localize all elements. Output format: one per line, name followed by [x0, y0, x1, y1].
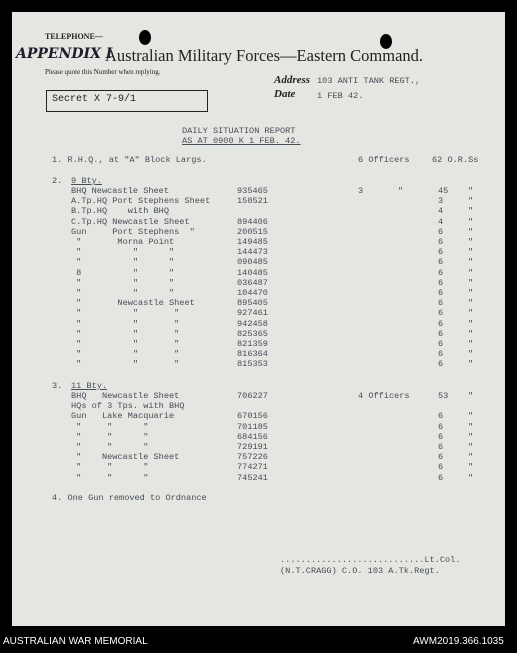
row-location: " Morna Point	[71, 237, 175, 247]
row-strength: 4	[438, 206, 444, 217]
section-1-ors: 62 O.R.Ss	[432, 155, 479, 165]
row-unit-ditto: "	[468, 359, 474, 370]
row-unit-ditto: "	[468, 431, 474, 442]
row-location: " " "	[71, 462, 149, 473]
address-value: 103 ANTI TANK REGT.,	[317, 76, 421, 86]
row-map-reference: 144473	[237, 247, 268, 258]
row-map-reference: 684156	[237, 431, 268, 442]
row-strength: 6	[438, 472, 444, 483]
section-2-heading: 9 Bty.	[71, 176, 102, 186]
row-strength: 45	[438, 186, 449, 196]
address-label: Address	[274, 74, 311, 86]
row-location: " Newcastle Sheet	[71, 298, 195, 309]
row-strength: 6	[438, 308, 444, 319]
row-map-reference: 894406	[237, 216, 268, 227]
row-map-reference: 140485	[237, 267, 268, 278]
row-officers: 4 Officers	[358, 391, 410, 401]
organisation-heading: Australian Military Forces—Eastern Command.	[105, 46, 424, 65]
section-2-number: 2.	[52, 176, 63, 186]
signature-line: ............................Lt.Col.	[280, 555, 461, 565]
row-map-reference: 090485	[237, 257, 268, 268]
row-strength: 6	[438, 462, 444, 473]
row-location: " " "	[71, 247, 175, 258]
row-map-reference: 825365	[237, 328, 268, 339]
row-map-reference: 158521	[237, 196, 268, 207]
row-unit-ditto: "	[468, 186, 474, 196]
row-unit-ditto: "	[468, 226, 474, 237]
row-strength: 6	[438, 247, 444, 258]
row-location: BHQ Newcastle Sheet	[71, 186, 169, 196]
row-map-reference: 942458	[237, 318, 268, 329]
row-strength: 6	[438, 349, 444, 360]
row-strength: 6	[438, 339, 444, 349]
row-location: " " "	[71, 288, 175, 298]
section-3-heading: 11 Bty.	[71, 381, 108, 391]
row-map-reference: 745241	[237, 472, 268, 483]
row-officers: 3	[358, 186, 364, 196]
row-location: B.Tp.HQ with BHQ	[71, 206, 169, 217]
row-location: " " "	[71, 277, 175, 288]
punch-hole	[139, 30, 151, 45]
row-map-reference: 757226	[237, 452, 268, 463]
row-unit-ditto: "	[468, 411, 474, 422]
row-map-reference: 935465	[237, 186, 268, 196]
report-title: DAILY SITUATION REPORT	[182, 126, 296, 136]
section-1-text: 1. R.H.Q., at "A" Block Largs.	[52, 155, 207, 165]
row-strength: 6	[438, 288, 444, 298]
section-3-number: 3.	[52, 381, 63, 391]
row-unit-ditto: "	[468, 391, 474, 401]
row-map-reference: 149485	[237, 237, 268, 247]
row-unit-ditto: "	[468, 288, 474, 298]
row-unit-ditto: "	[468, 421, 474, 432]
row-unit-ditto: "	[468, 349, 474, 360]
appendix-handwritten: APPENDIX I	[16, 46, 113, 62]
row-map-reference: 104470	[237, 288, 268, 298]
row-unit-ditto: "	[468, 442, 474, 452]
row-map-reference: 815353	[237, 359, 268, 370]
row-unit-ditto: "	[468, 237, 474, 247]
row-strength: 53	[438, 391, 449, 401]
row-location: " " "	[71, 442, 149, 452]
row-map-reference: 927461	[237, 308, 268, 319]
row-strength: 6	[438, 298, 444, 309]
row-unit-ditto: "	[468, 318, 474, 329]
footer-accession-number: AWM2019.366.1035	[413, 636, 504, 647]
row-strength: 6	[438, 421, 444, 432]
row-unit-ditto: "	[468, 298, 474, 309]
row-map-reference: 774271	[237, 462, 268, 473]
signature-name: (N.T.CRAGG) C.O. 103 A.Tk.Regt.	[280, 566, 440, 576]
row-location: " " "	[71, 359, 180, 370]
row-location: " Newcastle Sheet	[71, 452, 180, 463]
row-map-reference: 821359	[237, 339, 268, 349]
row-strength: 6	[438, 267, 444, 278]
row-location: " " "	[71, 421, 149, 432]
row-unit-ditto: "	[468, 267, 474, 278]
row-location: " " "	[71, 308, 180, 319]
row-location: " " "	[71, 472, 149, 483]
row-unit-ditto: "	[468, 216, 474, 227]
row-location: C.Tp.HQ Newcastle Sheet	[71, 216, 190, 227]
row-location: HQs of 3 Tps. with BHQ	[71, 401, 185, 412]
row-unit-ditto: "	[468, 196, 474, 207]
quote-note: Please quote this Number when replying.	[45, 68, 161, 76]
row-unit-ditto: "	[468, 277, 474, 288]
row-location: " " "	[71, 318, 180, 329]
row-location: " " "	[71, 328, 180, 339]
row-map-reference: 895405	[237, 298, 268, 309]
row-strength: 6	[438, 359, 444, 370]
row-location: Gun Lake Macquarie	[71, 411, 175, 422]
row-map-reference: 706227	[237, 391, 268, 401]
row-unit-ditto: "	[468, 257, 474, 268]
row-strength: 6	[438, 328, 444, 339]
row-location: " " "	[71, 257, 175, 268]
row-unit-ditto: "	[468, 328, 474, 339]
row-ditto-mark: "	[398, 186, 404, 196]
date-value: 1 FEB 42.	[317, 91, 364, 101]
row-unit-ditto: "	[468, 206, 474, 217]
section-4-text: 4. One Gun removed to Ordnance	[52, 493, 207, 503]
document-page	[12, 12, 505, 626]
row-unit-ditto: "	[468, 452, 474, 463]
row-unit-ditto: "	[468, 462, 474, 473]
row-strength: 6	[438, 431, 444, 442]
row-map-reference: 816364	[237, 349, 268, 360]
telephone-label: TELEPHONE—	[45, 32, 103, 41]
row-unit-ditto: "	[468, 308, 474, 319]
row-location: " " "	[71, 431, 149, 442]
row-unit-ditto: "	[468, 339, 474, 349]
row-strength: 4	[438, 216, 444, 227]
row-map-reference: 670156	[237, 411, 268, 422]
row-strength: 6	[438, 277, 444, 288]
row-strength: 6	[438, 226, 444, 237]
row-map-reference: 701185	[237, 421, 268, 432]
row-strength: 6	[438, 452, 444, 463]
row-location: 8 " "	[71, 267, 175, 278]
footer-credit: AUSTRALIAN WAR MEMORIAL	[3, 636, 148, 647]
date-label: Date	[274, 88, 296, 100]
row-unit-ditto: "	[468, 472, 474, 483]
row-location: " " "	[71, 349, 180, 360]
row-location: Gun Port Stephens "	[71, 226, 195, 237]
row-location: A.Tp.HQ Port Stephens Sheet	[71, 196, 211, 207]
report-subtitle: AS AT 0900 K 1 FEB. 42.	[182, 136, 301, 146]
row-strength: 6	[438, 257, 444, 268]
row-map-reference: 729191	[237, 442, 268, 452]
row-strength: 6	[438, 237, 444, 247]
row-map-reference: 200515	[237, 226, 268, 237]
row-location: " " "	[71, 339, 180, 349]
row-map-reference: 036487	[237, 277, 268, 288]
row-strength: 3	[438, 196, 444, 207]
row-strength: 6	[438, 442, 444, 452]
row-unit-ditto: "	[468, 247, 474, 258]
section-1-officers: 6 Officers	[358, 155, 410, 165]
row-strength: 6	[438, 411, 444, 422]
row-location: BHQ Newcastle Sheet	[71, 391, 180, 401]
secret-reference: Secret X 7-9/1	[52, 94, 137, 105]
row-strength: 6	[438, 318, 444, 329]
